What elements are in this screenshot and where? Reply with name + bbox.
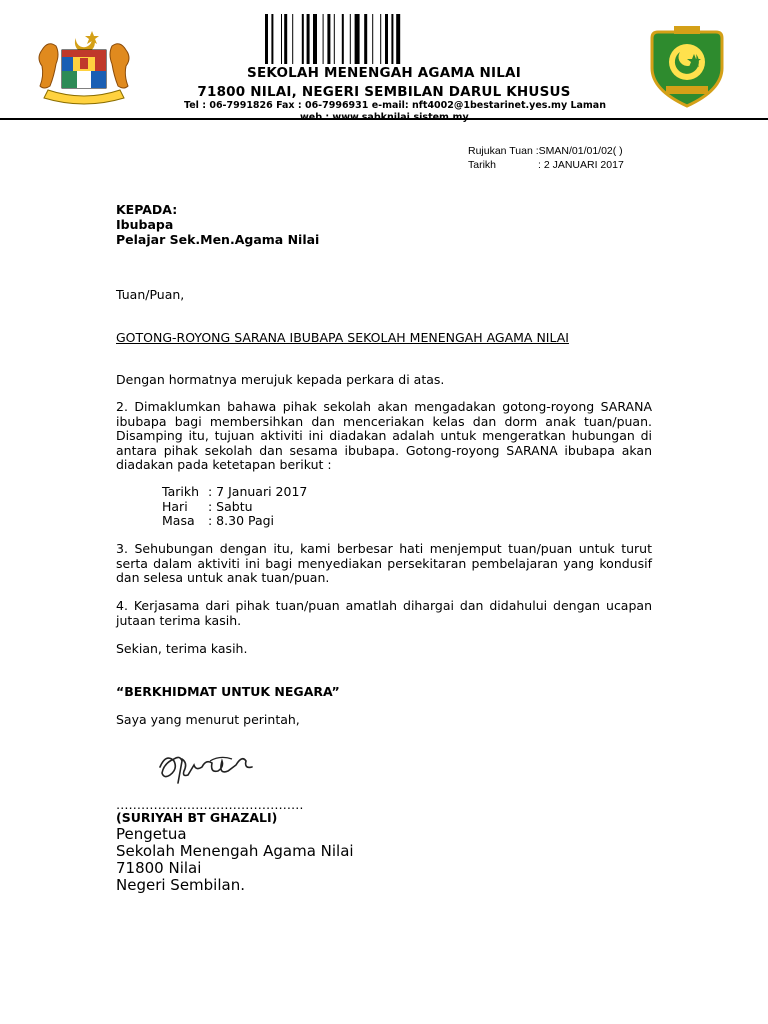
salutation: Tuan/Puan,	[116, 287, 185, 302]
school-address: 71800 NILAI, NEGERI SEMBILAN DARUL KHUSUS	[197, 84, 571, 100]
subject-line: GOTONG-ROYONG SARANA IBUBAPA SEKOLAH MENENGAH AGAMA NILAI	[116, 330, 569, 345]
signatory-postcode: 71800 Nilai	[116, 859, 202, 877]
reference-line	[468, 145, 623, 157]
signatory-name: (SURIYAH BT GHAZALI)	[116, 810, 278, 825]
schedule-row	[162, 500, 307, 515]
paragraph-2: 2. Dimaklumkan bahawa pihak sekolah akan mengadakan gotong-royong SARANA ibubapa bagi membersihkan dan menceriakan kelas dan dorm anak tuan/puan. Disamping itu, tujuan aktiviti ini diadakan adalah untuk mengeratkan hubungan di antara pihak sekolah dan sesama ibubapa. Gotong-royong SARANA ibubapa akan diadakan pada ketetapan berikut :	[116, 399, 652, 472]
recipient-line-1: Ibubapa	[116, 217, 174, 232]
recipient-label: KEPADA:	[116, 202, 178, 217]
signatory-state: Negeri Sembilan.	[116, 876, 245, 894]
date-line	[468, 159, 624, 171]
signature-image	[150, 745, 260, 787]
date-label: Tarikh	[468, 159, 497, 171]
barcode	[265, 14, 503, 64]
paragraph-1: Dengan hormatnya merujuk kepada perkara di atas.	[116, 372, 445, 387]
schedule-label: Masa	[162, 513, 195, 528]
schedule-value: : Sabtu	[208, 498, 253, 514]
contact-line-2: web : www.sabknilai.sistem.my	[300, 112, 469, 123]
recipient-block	[116, 202, 319, 247]
signatory-details	[116, 826, 354, 894]
schedule-row	[162, 485, 307, 500]
paragraph-3: 3. Sehubungan dengan itu, kami berbesar hati menjemput tuan/puan untuk turut serta dalam aktiviti ini bagi menyediakan persekitaran pembelajaran yang kondusif dan selesa untuk anak tuan/puan.	[116, 541, 652, 585]
schedule-block	[162, 485, 307, 529]
reference-label: Rujukan Tuan :	[468, 145, 539, 157]
header-rule	[0, 118, 768, 120]
schedule-label: Tarikh	[162, 484, 199, 499]
date-value: : 2 JANUARI 2017	[538, 159, 624, 171]
reference-value: SMAN/01/01/02( )	[538, 145, 623, 157]
school-name: SEKOLAH MENENGAH AGAMA NILAI	[247, 65, 521, 81]
schedule-value: : 7 Januari 2017	[208, 484, 308, 499]
paragraph-4: 4. Kerjasama dari pihak tuan/puan amatlah dihargai dan didahului dengan ucapan jutaan terima kasih.	[116, 598, 652, 628]
school-contact	[160, 100, 630, 124]
schedule-label: Hari	[162, 498, 188, 514]
signatory-org: Sekolah Menengah Agama Nilai	[116, 842, 354, 860]
closing-line: Sekian, terima kasih.	[116, 641, 248, 656]
sign-off: Saya yang menurut perintah,	[116, 712, 300, 727]
signature-dots: ………………………………………	[116, 797, 304, 812]
signatory-title: Pengetua	[116, 825, 187, 843]
schedule-value: : 8.30 Pagi	[208, 513, 275, 528]
schedule-row	[162, 514, 307, 529]
recipient-line-2: Pelajar Sek.Men.Agama Nilai	[116, 232, 320, 247]
motto: “BERKHIDMAT UNTUK NEGARA”	[116, 684, 340, 699]
contact-line-1: Tel : 06-7991826 Fax : 06-7996931 e-mail: nft4002@1bestarinet.yes.my Laman	[184, 100, 606, 111]
